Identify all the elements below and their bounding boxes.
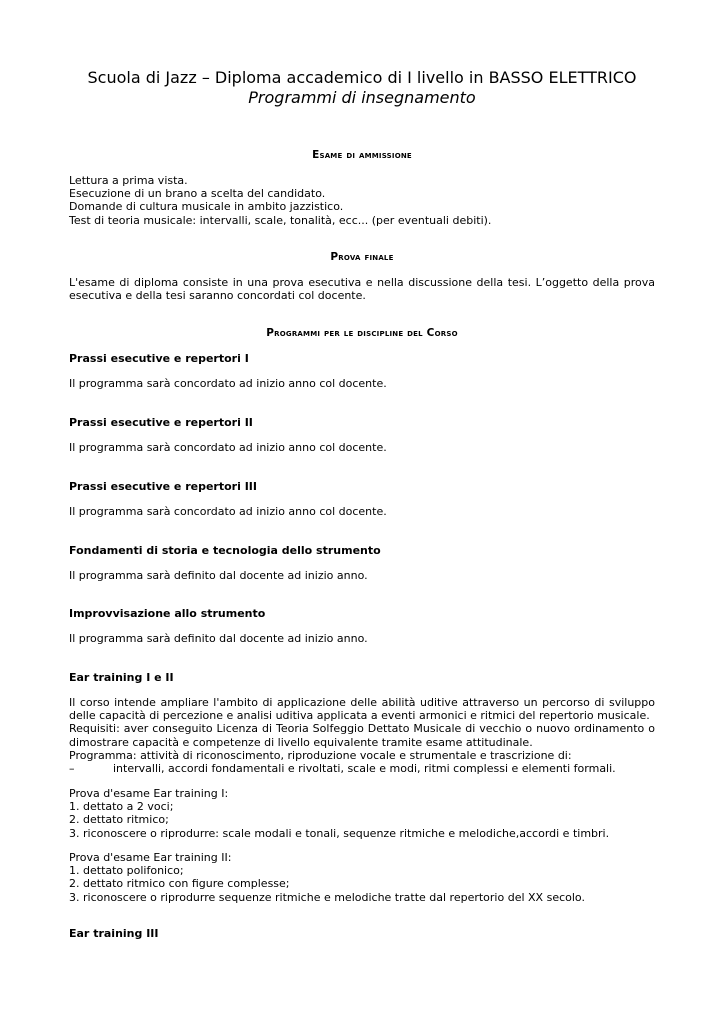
section-heading-admission: Esame di ammissione bbox=[312, 149, 412, 161]
ear-training-intro: Il corso intende ampliare l'ambito di applicazione delle abilità uditive attraverso un percorso di sviluppo delle capacità di percezione e analisi uditiva applicata a eventi armonici e ritmici del repertorio musicale. bbox=[69, 696, 655, 723]
course-text: Il programma sarà concordato ad inizio anno col docente. bbox=[69, 505, 387, 518]
exam2-item bbox=[69, 891, 655, 904]
ear-training-requirements: Requisiti: aver conseguito Licenza di Teoria Solfeggio Dettato Musicale di vecchio o nuovo ordinamento o dimostrare capacità e competenze di livello equivalente tramite esame attitudinale. bbox=[69, 722, 655, 749]
exam1-item bbox=[69, 800, 655, 813]
course-text: Il programma sarà definito dal docente ad inizio anno. bbox=[69, 632, 368, 645]
section-heading-final: Prova finale bbox=[330, 251, 394, 263]
exam2-item bbox=[69, 877, 655, 890]
list-item-text: riconoscere o riprodurre: scale modali e tonali, sequenze ritmiche e melodiche,accordi e timbri. bbox=[83, 826, 610, 840]
course-title: Prassi esecutive e repertori I bbox=[69, 352, 249, 365]
ear-training-iii-title: Ear training III bbox=[69, 927, 159, 940]
ear-training-dash-item bbox=[69, 762, 655, 775]
exam1-item bbox=[69, 813, 655, 826]
list-item-text: dettato polifonico; bbox=[83, 864, 184, 878]
dash-bullet: – bbox=[69, 762, 75, 776]
list-item-text: dettato a 2 voci; bbox=[83, 800, 174, 814]
exam2-label: Prova d'esame Ear training II: bbox=[69, 851, 232, 864]
dash-item-text: intervalli, accordi fondamentali e rivoltati, scale e modi, ritmi complessi e elementi formali. bbox=[113, 762, 616, 776]
admission-list bbox=[69, 174, 655, 227]
course-text: Il programma sarà concordato ad inizio anno col docente. bbox=[69, 377, 387, 390]
exam1-item bbox=[69, 827, 655, 840]
section-heading-programs: Programmi per le discipline del Corso bbox=[266, 327, 458, 339]
course-title: Prassi esecutive e repertori III bbox=[69, 480, 257, 493]
list-item-text: riconoscere o riprodurre sequenze ritmiche e melodiche tratte dal repertorio del XX secolo. bbox=[83, 890, 585, 904]
exam2-block bbox=[69, 851, 655, 904]
exam2-item bbox=[69, 864, 655, 877]
list-item-text: dettato ritmico; bbox=[83, 813, 169, 827]
list-item-text: dettato ritmico con figure complesse; bbox=[83, 877, 290, 891]
list-number: 3. bbox=[69, 826, 80, 840]
course-text: Il programma sarà concordato ad inizio anno col docente. bbox=[69, 441, 387, 454]
list-number: 1. bbox=[69, 800, 80, 814]
final-exam-text: L'esame di diploma consiste in una prova esecutiva e nella discussione della tesi. L’oggetto della prova esecutiva e della tesi saranno concordati col docente. bbox=[69, 276, 655, 303]
list-number: 2. bbox=[69, 877, 80, 891]
ear-training-program: Programma: attività di riconoscimento, riproduzione vocale e strumentale e trascrizione di: bbox=[69, 748, 572, 762]
course-title: Fondamenti di storia e tecnologia dello strumento bbox=[69, 544, 381, 557]
ear-training-body bbox=[69, 696, 655, 775]
exam1-block bbox=[69, 787, 655, 840]
admission-item: Lettura a prima vista. bbox=[69, 174, 188, 187]
document-subtitle: Programmi di insegnamento bbox=[248, 88, 476, 107]
admission-item: Test di teoria musicale: intervalli, scale, tonalità, ecc... (per eventuali debiti). bbox=[69, 213, 492, 227]
course-title: Prassi esecutive e repertori II bbox=[69, 416, 253, 429]
list-number: 3. bbox=[69, 890, 80, 904]
exam1-label: Prova d'esame Ear training I: bbox=[69, 787, 229, 800]
document-title: Scuola di Jazz – Diploma accademico di I livello in BASSO ELETTRICO bbox=[87, 68, 637, 87]
admission-item: Esecuzione di un brano a scelta del candidato. bbox=[69, 187, 326, 201]
admission-item: Domande di cultura musicale in ambito jazzistico. bbox=[69, 200, 344, 214]
course-title: Improvvisazione allo strumento bbox=[69, 607, 266, 620]
list-number: 1. bbox=[69, 864, 80, 878]
list-number: 2. bbox=[69, 813, 80, 827]
course-text: Il programma sarà definito dal docente ad inizio anno. bbox=[69, 569, 368, 582]
ear-training-title: Ear training I e II bbox=[69, 671, 174, 684]
